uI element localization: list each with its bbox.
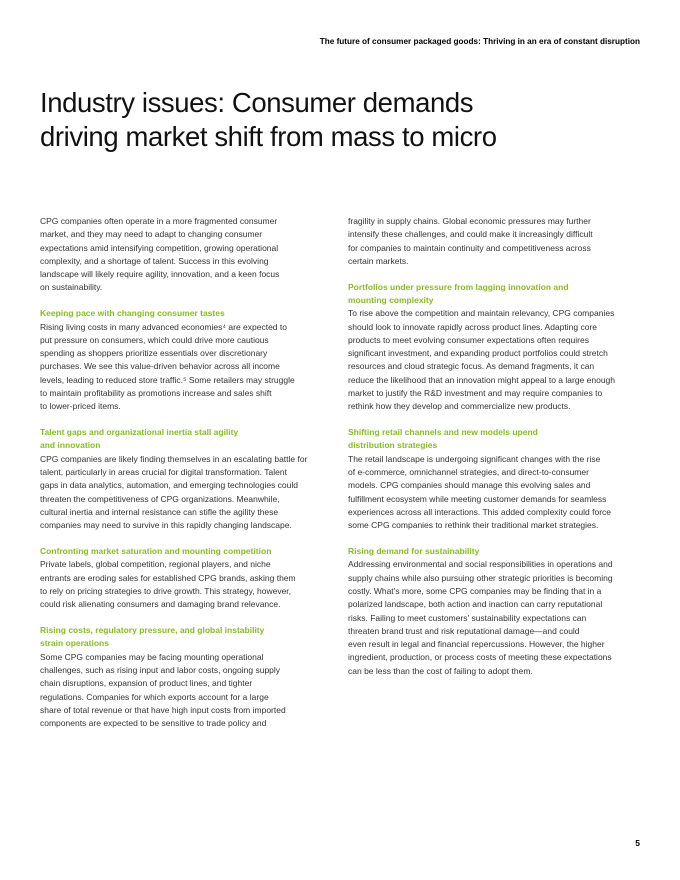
- text-line: can be less than the cost of failing to adopt them.: [348, 665, 533, 676]
- section-body: [40, 651, 330, 731]
- text-line: landscape will likely require agility, innovation, and a keen focus: [40, 269, 280, 280]
- text-line: put pressure on consumers, which could drive more cautious: [40, 334, 269, 345]
- text-line: to maintain profitability as promotions increase and sales shift: [40, 388, 272, 399]
- text-line: talent, particularly in areas crucial for digital transformation. Talent: [40, 467, 287, 478]
- text-line: of e-commerce, omnichannel strategies, and direct-to-consumer: [348, 467, 589, 478]
- text-line: Rising living costs in many advanced economies⁴ are expected to: [40, 321, 287, 332]
- text-line: to rely on pricing strategies to drive growth. This strategy, however,: [40, 585, 292, 596]
- page-title-line: Industry issues: Consumer demands: [40, 87, 474, 118]
- section-consumer-tastes: [40, 307, 330, 413]
- section-heading: [40, 307, 330, 320]
- text-line: should look to innovate rapidly across product lines. Adapting core: [348, 321, 598, 332]
- intro-paragraph: [40, 215, 330, 295]
- text-line: for companies to maintain continuity and competitiveness across: [348, 242, 591, 253]
- text-line: expectations amid intensifying competition, growing operational: [40, 242, 279, 253]
- text-line: Private labels, global competition, regional players, and niche: [40, 559, 271, 570]
- text-line: experiences across all interactions. This added complexity could force: [348, 506, 612, 517]
- text-line: costly. What’s more, some CPG companies may be finding that in a: [348, 585, 602, 596]
- page-title: [40, 86, 640, 153]
- text-line: CPG companies are likely finding themselves in an escalating battle for: [40, 453, 308, 464]
- text-line: complexity, and a shortage of talent. Success in this evolving: [40, 255, 269, 266]
- text-line: to lower-priced items.: [40, 401, 121, 412]
- section-heading: [40, 426, 330, 453]
- text-line: Addressing environmental and social responsibilities in operations and: [348, 559, 613, 570]
- text-line: levels, leading to reduced store traffic.⁵ Some retailers may struggle: [40, 374, 295, 385]
- section-body: [348, 558, 643, 678]
- text-line: cultural inertia and internal resistance can stifle the agility these: [40, 506, 279, 517]
- heading-line: Shifting retail channels and new models upend: [348, 427, 538, 438]
- heading-line: Keeping pace with changing consumer tastes: [40, 308, 225, 319]
- heading-line: Rising costs, regulatory pressure, and global instability: [40, 625, 265, 636]
- heading-line: Rising demand for sustainability: [348, 546, 480, 557]
- section-heading: [40, 545, 330, 558]
- running-header: The future of consumer packaged goods: Thriving in an era of constant disruption: [319, 37, 640, 46]
- text-line: spending as shoppers prioritize essentials over discretionary: [40, 348, 268, 359]
- heading-line: distribution strategies: [348, 440, 438, 451]
- text-line: share of total revenue or that have high input costs from imported: [40, 704, 286, 715]
- heading-line: Confronting market saturation and mounting competition: [40, 546, 272, 557]
- section-retail-channels: [348, 426, 643, 532]
- text-line: ingredient, production, or process costs of meeting these expectations: [348, 652, 612, 663]
- page-number: 5: [635, 838, 640, 848]
- text-line: significant investment, and expanding product portfolios could stretch: [348, 348, 608, 359]
- text-line: fragility in supply chains. Global economic pressures may further: [348, 216, 591, 226]
- heading-line: and innovation: [40, 440, 101, 451]
- heading-line: Talent gaps and organizational inertia stall agility: [40, 427, 239, 438]
- text-line: Some CPG companies may be facing mounting operational: [40, 651, 264, 662]
- section-portfolios: [348, 281, 643, 414]
- page-title-line: driving market shift from mass to micro: [40, 120, 497, 152]
- section-body: [348, 307, 643, 413]
- text-line: CPG companies often operate in a more fragmented consumer: [40, 216, 278, 226]
- text-line: supply chains while also pursuing other strategic priorities is becoming: [348, 572, 613, 583]
- text-line: regulations. Companies for which exports account for a large: [40, 691, 269, 702]
- text-line: rethink how they develop and commercialize new products.: [348, 401, 571, 412]
- text-line: The retail landscape is undergoing significant changes with the rise: [348, 453, 601, 464]
- text-line: polarized landscape, both action and inaction can carry reputational: [348, 599, 603, 610]
- text-line: market, and they may need to adapt to changing consumer: [40, 229, 263, 240]
- text-line: certain markets.: [348, 255, 409, 266]
- text-line: could risk alienating consumers and damaging brand relevance.: [40, 599, 281, 610]
- text-line: models. CPG companies should manage this evolving sales and: [348, 480, 591, 491]
- heading-line: strain operations: [40, 638, 109, 649]
- section-body: [40, 321, 330, 414]
- text-line: companies may need to survive in this rapidly changing landscape.: [40, 520, 292, 531]
- heading-line: mounting complexity: [348, 294, 434, 305]
- text-line: products to meet evolving consumer expectations often requires: [348, 334, 589, 345]
- text-line: entrants are eroding sales for established CPG brands, asking them: [40, 572, 296, 583]
- section-heading: [348, 426, 643, 453]
- text-line: To rise above the competition and maintain relevancy, CPG companies: [348, 308, 615, 319]
- text-line: resources and cloud strategic focus. As demand fragments, it can: [348, 361, 595, 372]
- section-talent-gaps: [40, 426, 330, 532]
- left-column: [40, 215, 330, 730]
- heading-line: Portfolios under pressure from lagging innovation and: [348, 281, 569, 292]
- section-heading: [348, 545, 643, 558]
- text-line: risks. Failing to meet customers’ sustainability expectations can: [348, 612, 587, 623]
- text-line: gaps in data analytics, automation, and emerging technologies could: [40, 480, 299, 491]
- text-line: purchases. We see this value-driven behavior across all income: [40, 361, 280, 372]
- section-sustainability: [348, 545, 643, 678]
- text-line: intensify these challenges, and could make it increasingly difficult: [348, 229, 593, 240]
- section-body: [40, 453, 330, 533]
- text-line: even result in legal and financial repercussions. However, the higher: [348, 639, 605, 650]
- section-market-saturation: [40, 545, 330, 611]
- text-line: on sustainability.: [40, 282, 103, 293]
- text-line: threaten brand trust and risk reputational damage—and could: [348, 625, 580, 636]
- section-heading: [40, 624, 330, 651]
- right-column: [348, 215, 643, 678]
- section-rising-costs: [40, 624, 330, 730]
- continuation-paragraph: [348, 215, 643, 268]
- text-line: fulfillment ecosystem while meeting customer demands for seamless: [348, 493, 607, 504]
- text-line: challenges, such as rising input and labor costs, ongoing supply: [40, 664, 281, 675]
- section-body: [348, 453, 643, 533]
- text-line: components are expected to be sensitive to trade policy and: [40, 718, 267, 729]
- text-line: some CPG companies to rethink their traditional market strategies.: [348, 520, 599, 531]
- text-line: threaten the competitiveness of CPG organizations. Meanwhile,: [40, 493, 280, 504]
- section-heading: [348, 281, 643, 308]
- section-body: [40, 558, 330, 611]
- text-line: reduce the likelihood that an innovation might appeal to a large enough: [348, 374, 615, 385]
- text-line: chain disruptions, expansion of product lines, and tighter: [40, 678, 253, 689]
- text-line: market to justify the R&D investment and may require companies to: [348, 388, 603, 399]
